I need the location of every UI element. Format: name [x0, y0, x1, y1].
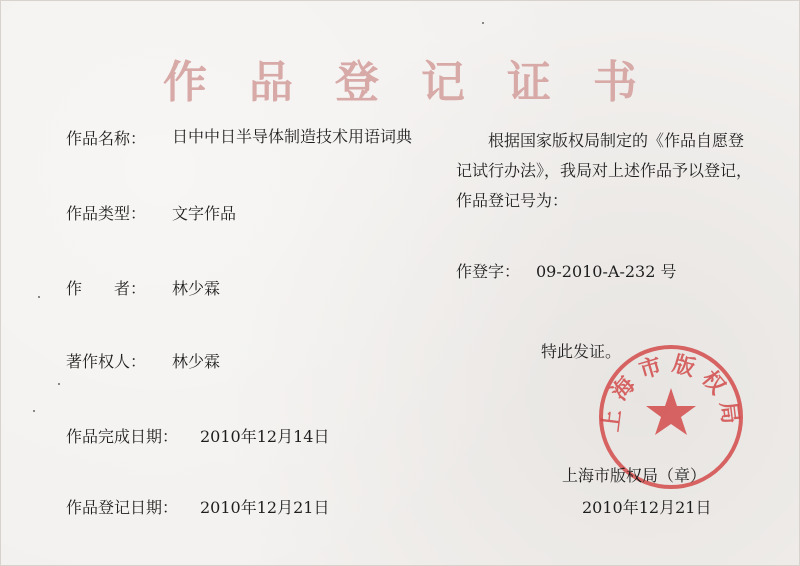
work-type-value: 文字作品: [172, 204, 237, 223]
completion-date-row: [66, 424, 329, 447]
svg-text:上海市版权局: 上海市版权局: [597, 350, 745, 434]
copyright-owner-label: 著作权人：: [66, 352, 147, 371]
work-name-label: 作品名称：: [66, 129, 147, 148]
paper-speck: [58, 383, 60, 385]
work-type-row: [66, 201, 236, 224]
issuer: 上海市版权局（章）: [562, 466, 707, 485]
registration-date-value: 2010年12月21日: [200, 498, 330, 517]
registration-date-label: 作品登记日期：: [66, 498, 179, 517]
copyright-owner-value: 林少霖: [172, 352, 221, 371]
copyright-owner-row: [66, 349, 220, 372]
completion-date-value: 2010年12月14日: [200, 427, 330, 446]
paper-speck: [482, 22, 484, 24]
seal-star-icon: [646, 388, 696, 435]
special-note: 特此发证。: [541, 342, 622, 361]
registration-number-row: [456, 259, 676, 282]
paper-speck: [33, 410, 35, 412]
author-label: 作 者：: [66, 279, 147, 298]
issue-date: 2010年12月21日: [582, 498, 712, 517]
work-name-value: 日中中日半导体制造技术用语词典: [172, 127, 413, 146]
work-type-label: 作品类型：: [66, 204, 147, 223]
author-value: 林少霖: [172, 279, 221, 298]
certificate-title: 作品登记证书: [163, 57, 679, 108]
paper-speck: [38, 296, 40, 298]
registration-number-label: 作登字：: [456, 262, 521, 281]
author-row: [66, 276, 220, 299]
work-name-row: [66, 126, 432, 149]
registration-statement: 根据国家版权局制定的《作品自愿登记试行办法》，我局对上述作品予以登记，作品登记号为：: [456, 131, 753, 210]
completion-date-label: 作品完成日期：: [66, 427, 179, 446]
registration-date-row: [66, 495, 329, 518]
registration-number-value: 09-2010-A-232 号: [536, 262, 677, 281]
